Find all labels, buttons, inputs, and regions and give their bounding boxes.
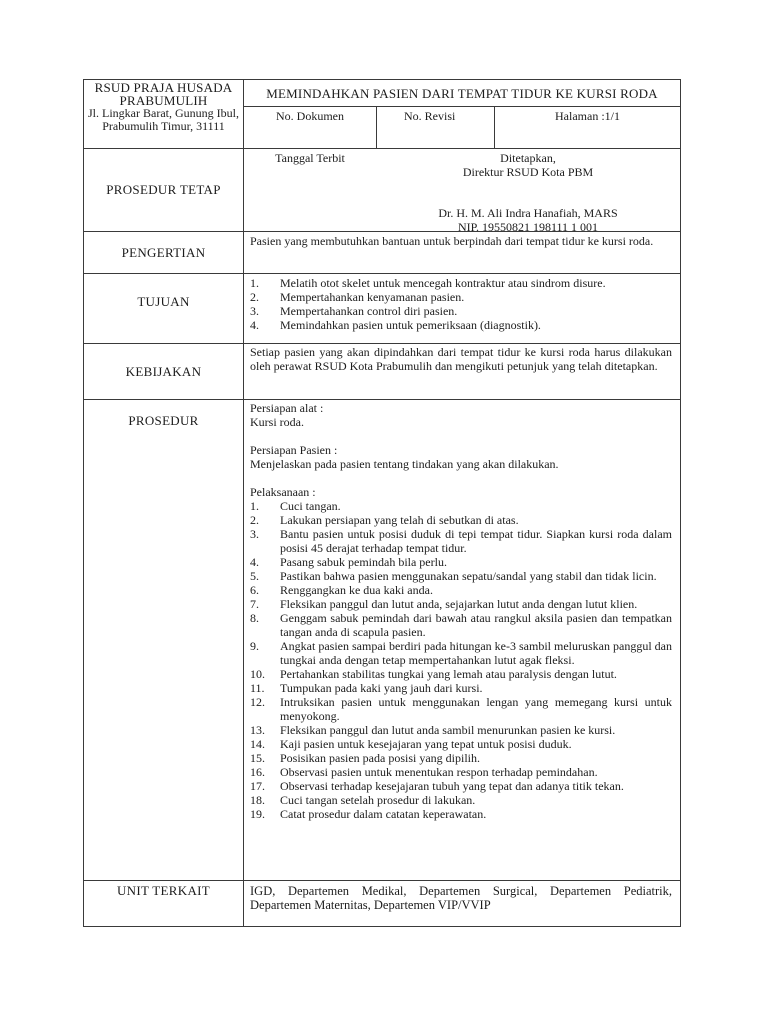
- list-text: Memindahkan pasien untuk pemeriksaan (diagnostik).: [280, 318, 541, 332]
- list-number: 18.: [250, 793, 265, 807]
- list-number: 4.: [250, 555, 259, 569]
- kebijakan-label: KEBIJAKAN: [125, 364, 202, 379]
- list-item: [250, 555, 672, 569]
- director-name: Dr. H. M. Ali Indra Hanafiah, MARS: [438, 206, 618, 220]
- list-number: 19.: [250, 807, 265, 821]
- list-number: 2.: [250, 513, 259, 527]
- list-text: Cuci tangan.: [280, 499, 341, 513]
- list-text: Pastikan bahwa pasien menggunakan sepatu/sandal yang stabil dan tidak licin.: [280, 569, 657, 583]
- list-item: [250, 667, 672, 681]
- no-dokumen-label: No. Dokumen: [276, 109, 344, 123]
- list-item: [250, 639, 672, 667]
- tujuan-label: TUJUAN: [137, 294, 190, 309]
- table-border-left: [83, 79, 84, 927]
- no-revisi-label: No. Revisi: [404, 109, 456, 123]
- list-text: Fleksikan panggul dan lutut anda sambil menurunkan pasien ke kursi.: [280, 723, 616, 737]
- list-number: 3.: [250, 527, 259, 541]
- list-number: 2.: [250, 290, 259, 304]
- ditetapkan-label: Ditetapkan,: [500, 151, 556, 165]
- hospital-name: RSUD PRAJA HUSADA PRABUMULIH: [94, 80, 233, 108]
- list-item: [250, 611, 672, 639]
- list-item: [250, 751, 672, 765]
- list-number: 9.: [250, 639, 259, 653]
- list-number: 8.: [250, 611, 259, 625]
- prosedur-content: [250, 401, 672, 821]
- list-number: 1.: [250, 499, 259, 513]
- list-number: 13.: [250, 723, 265, 737]
- unit-terkait-label: UNIT TERKAIT: [116, 883, 211, 898]
- list-number: 14.: [250, 737, 265, 751]
- table-rule: [243, 106, 680, 107]
- list-item: [250, 304, 672, 318]
- list-item: [250, 569, 672, 583]
- tujuan-list: [250, 276, 672, 332]
- list-number: 5.: [250, 569, 259, 583]
- list-number: 7.: [250, 597, 259, 611]
- list-text: Melatih otot skelet untuk mencegah kontraktur atau sindrom disure.: [280, 276, 606, 290]
- hospital-address: Jl. Lingkar Barat, Gunung Ibul, Prabumulih Timur, 31111: [88, 106, 239, 133]
- halaman-label: Halaman :1/1: [555, 109, 620, 123]
- list-text: Mempertahankan kenyamanan pasien.: [280, 290, 465, 304]
- list-number: 17.: [250, 779, 265, 793]
- list-text: Angkat pasien sampai berdiri pada hitungan ke-3 sambil meluruskan panggul dan tungkai anda dengan tetap mempertahankan lutut agak fleksi.: [280, 639, 672, 667]
- prosedur-label: PROSEDUR: [128, 413, 199, 428]
- list-number: 4.: [250, 318, 259, 332]
- direktur-label: Direktur RSUD Kota PBM: [462, 165, 594, 179]
- table-rule: [83, 880, 680, 881]
- list-text: Bantu pasien untuk posisi duduk di tepi tempat tidur. Siapkan kursi roda dalam posisi 45 derajat terhadap tempat tidur.: [280, 527, 672, 555]
- pengertian-label: PENGERTIAN: [121, 245, 206, 260]
- table-rule: [83, 399, 680, 400]
- pelaksanaan-steps: [250, 499, 672, 821]
- list-text: Renggangkan ke dua kaki anda.: [280, 583, 433, 597]
- list-text: Pasang sabuk pemindah bila perlu.: [280, 555, 447, 569]
- list-item: [250, 318, 672, 332]
- director-nip: NIP. 19550821 198111 1 001: [457, 220, 599, 234]
- list-text: Intruksikan pasien untuk menggunakan lengan yang memegang kursi untuk menyokong.: [280, 695, 672, 723]
- list-text: Observasi pasien untuk menentukan respon terhadap pemindahan.: [280, 765, 598, 779]
- list-text: Pertahankan stabilitas tungkai yang lemah atau paralysis dengan lutut.: [280, 667, 617, 681]
- list-item: [250, 793, 672, 807]
- list-number: 16.: [250, 765, 265, 779]
- list-text: Observasi terhadap kesejajaran tubuh yang tepat dan adanya titik tekan.: [280, 779, 624, 793]
- list-item: [250, 779, 672, 793]
- list-item: [250, 681, 672, 695]
- unit-terkait-text: IGD, Departemen Medikal, Departemen Surgical, Departemen Pediatrik, Departemen Maternitas, Departemen VIP/VVIP: [250, 884, 672, 912]
- list-item: [250, 290, 672, 304]
- persiapan-alat-label: Persiapan alat :: [250, 401, 324, 415]
- document-type: PROSEDUR TETAP: [106, 182, 221, 197]
- list-item: [250, 765, 672, 779]
- list-text: Catat prosedur dalam catatan keperawatan.: [280, 807, 487, 821]
- persiapan-alat-text: Kursi roda.: [250, 415, 304, 429]
- table-rule: [376, 106, 377, 148]
- pelaksanaan-label: Pelaksanaan :: [250, 485, 316, 499]
- list-text: Kaji pasien untuk kesejajaran yang tepat untuk posisi duduk.: [280, 737, 572, 751]
- tanggal-terbit-label: Tanggal Terbit: [275, 151, 345, 165]
- list-number: 10.: [250, 667, 265, 681]
- list-item: [250, 583, 672, 597]
- list-text: Tumpukan pada kaki yang jauh dari kursi.: [280, 681, 483, 695]
- list-text: Genggam sabuk pemindah dari bawah atau rangkul aksila pasien dan tempatkan tangan anda di scapula pasien.: [280, 611, 672, 639]
- list-item: [250, 513, 672, 527]
- list-number: 6.: [250, 583, 259, 597]
- list-text: Fleksikan panggul dan lutut anda, sejajarkan lutut anda dengan lutut klien.: [280, 597, 638, 611]
- table-rule: [83, 273, 680, 274]
- kebijakan-text: Setiap pasien yang akan dipindahkan dari tempat tidur ke kursi roda harus dilakukan oleh perawat RSUD Kota Prabumulih dan mengikuti petunjuk yang telah ditetapkan.: [250, 345, 672, 373]
- list-text: Lakukan persiapan yang telah di sebutkan di atas.: [280, 513, 519, 527]
- list-item: [250, 723, 672, 737]
- list-item: [250, 499, 672, 513]
- list-number: 3.: [250, 304, 259, 318]
- table-rule: [83, 148, 680, 149]
- pengertian-text: Pasien yang membutuhkan bantuan untuk berpindah dari tempat tidur ke kursi roda.: [250, 234, 654, 248]
- list-text: Mempertahankan control diri pasien.: [280, 304, 458, 318]
- list-text: Posisikan pasien pada posisi yang dipilih.: [280, 751, 480, 765]
- list-item: [250, 737, 672, 751]
- list-number: 15.: [250, 751, 265, 765]
- table-border-right: [680, 79, 681, 927]
- list-item: [250, 527, 672, 555]
- table-border-bottom: [83, 926, 680, 927]
- list-number: 11.: [250, 681, 265, 695]
- list-item: [250, 807, 672, 821]
- table-rule: [83, 343, 680, 344]
- list-item: [250, 276, 672, 290]
- list-item: [250, 597, 672, 611]
- table-column-divider: [243, 79, 244, 927]
- document-title: MEMINDAHKAN PASIEN DARI TEMPAT TIDUR KE KURSI RODA: [266, 86, 658, 101]
- list-number: 12.: [250, 695, 265, 709]
- list-text: Cuci tangan setelah prosedur di lakukan.: [280, 793, 476, 807]
- list-item: [250, 695, 672, 723]
- persiapan-pasien-label: Persiapan Pasien :: [250, 443, 338, 457]
- persiapan-pasien-text: Menjelaskan pada pasien tentang tindakan yang akan dilakukan.: [250, 457, 559, 471]
- list-number: 1.: [250, 276, 259, 290]
